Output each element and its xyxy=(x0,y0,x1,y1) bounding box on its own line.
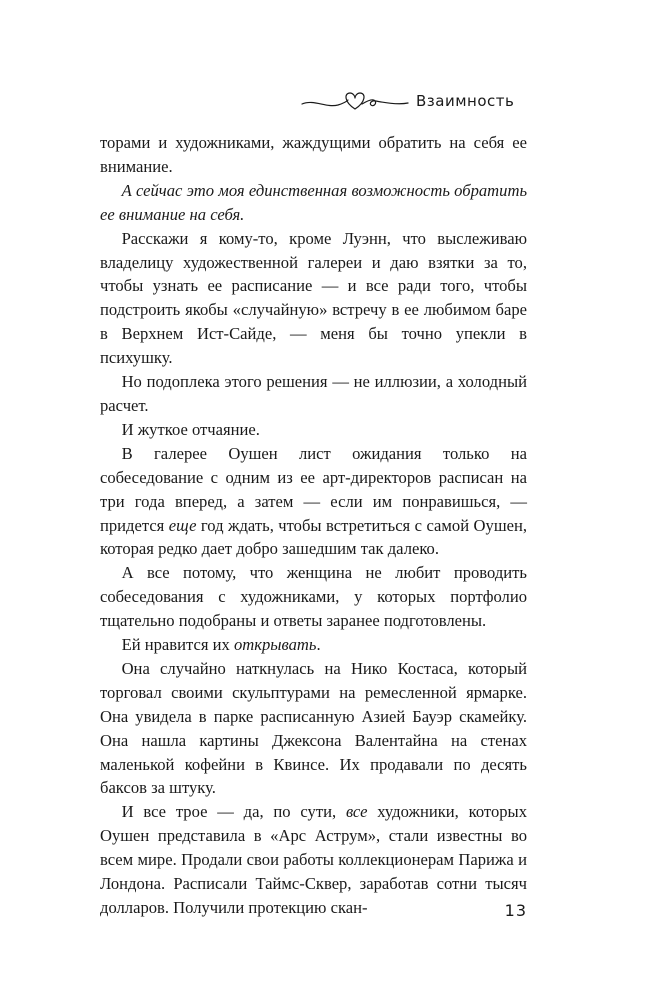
paragraph xyxy=(100,131,527,179)
paragraph xyxy=(100,561,527,633)
text-run: Но подоплека этого решения — не иллюзии, а холодный расчет. xyxy=(100,372,527,415)
text-run: Ей нравится их xyxy=(121,635,234,655)
text-run: Она случайно наткнулась на Нико Костаса, который торговал своими скульптурами на ремесленной ярмарке. Она увидела в парке расписанную Азией Бауэр скамейку. Она нашла картины Джексона Валентайна на стенах маленькой кофейни в Квинсе. Их продавали по десять баксов за штуку. xyxy=(100,658,527,798)
paragraph xyxy=(100,370,527,418)
text-run: А все потому, что женщина не любит проводить собеседования с художниками, у которых портфолио тщательно подобраны и ответы заранее подготовлены. xyxy=(100,563,527,631)
paragraph xyxy=(100,442,527,562)
heart-swirl-ornament-icon xyxy=(300,88,410,114)
paragraph xyxy=(100,800,527,920)
page-number: 13 xyxy=(504,901,527,920)
text-run: В галерее Оушен лист ожидания только на собеседование с одним из ее арт-директоров расписан на три года вперед, а затем — если им понравишься, — придется xyxy=(100,443,527,535)
text-run: И все трое — да, по сути, xyxy=(121,802,346,822)
paragraph xyxy=(100,227,527,370)
text-run: торами и художниками, жаждущими обратить на себя ее внимание. xyxy=(100,133,527,176)
emphasis-text: все xyxy=(345,802,368,822)
text-run: . xyxy=(316,635,321,655)
running-head xyxy=(300,88,530,114)
text-run: И жуткое отчаяние. xyxy=(121,419,260,439)
emphasis-text: открывать xyxy=(233,635,317,655)
paragraph xyxy=(100,418,527,442)
text-run: Расскажи я кому-то, кроме Луэнн, что выслеживаю владелицу художественной галереи и даю взятки за то, чтобы узнать ее расписание — и все ради того, чтобы подстроить якобы «случайную» встречу в ее любимом баре в Верхнем Ист-Сайде, — меня бы точно упекли в психушку. xyxy=(100,228,527,368)
paragraph xyxy=(100,633,527,657)
chapter-title: Взаимность xyxy=(416,92,515,110)
emphasis-text: еще xyxy=(168,515,197,535)
text-run: художники, которых Оушен представила в «Арс Аструм», стали известны во всем мире. Продали свои работы коллекционерам Парижа и Лондона. Расписали Таймс-Сквер, заработав сотни тысяч долларов. Получили протекцию скан- xyxy=(100,802,527,917)
paragraph xyxy=(100,657,527,800)
text-run: год ждать, чтобы встретиться с самой Оушен, которая редко дает добро зашедшим так далеко. xyxy=(100,515,527,559)
paragraph xyxy=(100,179,527,227)
body-text xyxy=(100,131,527,920)
emphasis-text: А сейчас это моя единственная возможность обратить ее внимание на себя. xyxy=(100,180,527,224)
